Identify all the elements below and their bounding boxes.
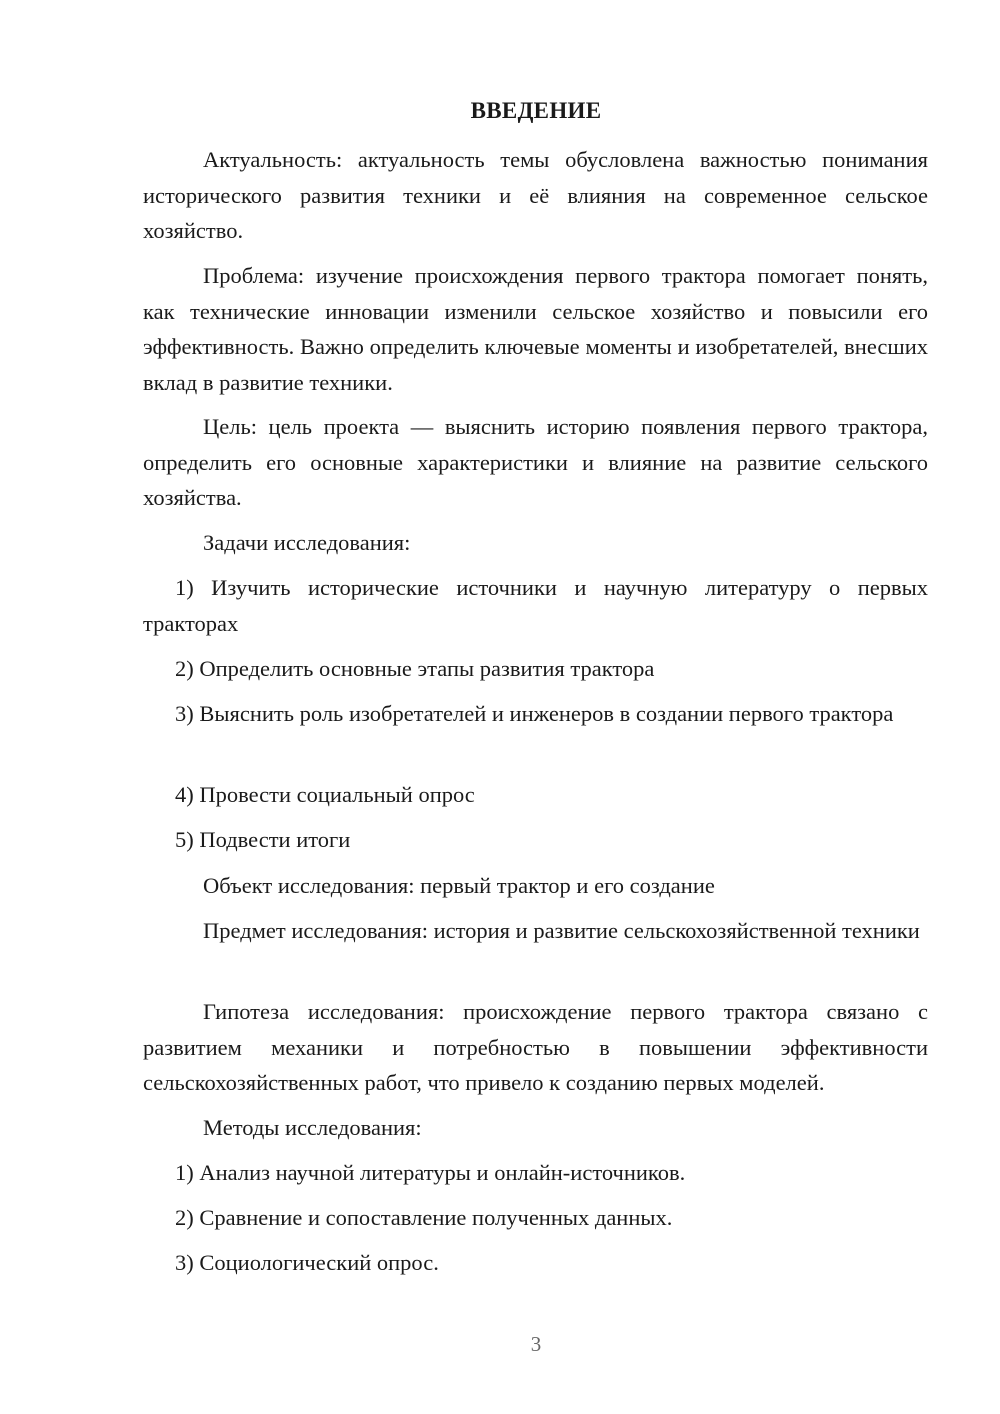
task-item-1: 1) Изучить исторические источники и научную литературу о первых тракторах — [143, 575, 928, 636]
task-item-3: 3) Выяснить роль изобретателей и инженеров в создании первого трактора — [175, 701, 894, 726]
task-item-4: 4) Провести социальный опрос — [175, 782, 475, 807]
page-number: 3 — [530, 1332, 542, 1356]
goal-paragraph: Цель: цель проекта — выяснить историю появления первого трактора, определить его основные характеристики и влияние на развитие сельского хозяйства. — [143, 414, 928, 510]
relevance-paragraph: Актуальность: актуальность темы обусловлена важностью понимания исторического развития техники и её влияния на современное сельское хозяйство. — [143, 147, 928, 243]
method-item-3: 3) Социологический опрос. — [175, 1250, 439, 1275]
tasks-title: Задачи исследования: — [203, 530, 411, 555]
task-item-5: 5) Подвести итоги — [175, 827, 351, 852]
object-paragraph: Объект исследования: первый трактор и его создание — [203, 873, 715, 898]
methods-title: Методы исследования: — [203, 1115, 422, 1140]
hypothesis-paragraph: Гипотеза исследования: происхождение первого трактора связано с развитием механики и потребностью в повышении эффективности сельскохозяйственных работ, что привело к созданию первых моделей. — [143, 999, 928, 1095]
problem-paragraph: Проблема: изучение происхождения первого трактора помогает понять, как технические инновации изменили сельское хозяйство и повысили его эффективность. Важно определить ключевые моменты и изобретателей, внесших вклад в развитие техники. — [143, 263, 928, 395]
method-item-1: 1) Анализ научной литературы и онлайн-источников. — [175, 1160, 686, 1185]
task-item-2: 2) Определить основные этапы развития трактора — [175, 656, 655, 681]
section-heading: ВВЕДЕНИЕ — [470, 98, 602, 123]
subject-paragraph: Предмет исследования: история и развитие сельскохозяйственной техники — [203, 918, 920, 943]
method-item-2: 2) Сравнение и сопоставление полученных данных. — [175, 1205, 673, 1230]
